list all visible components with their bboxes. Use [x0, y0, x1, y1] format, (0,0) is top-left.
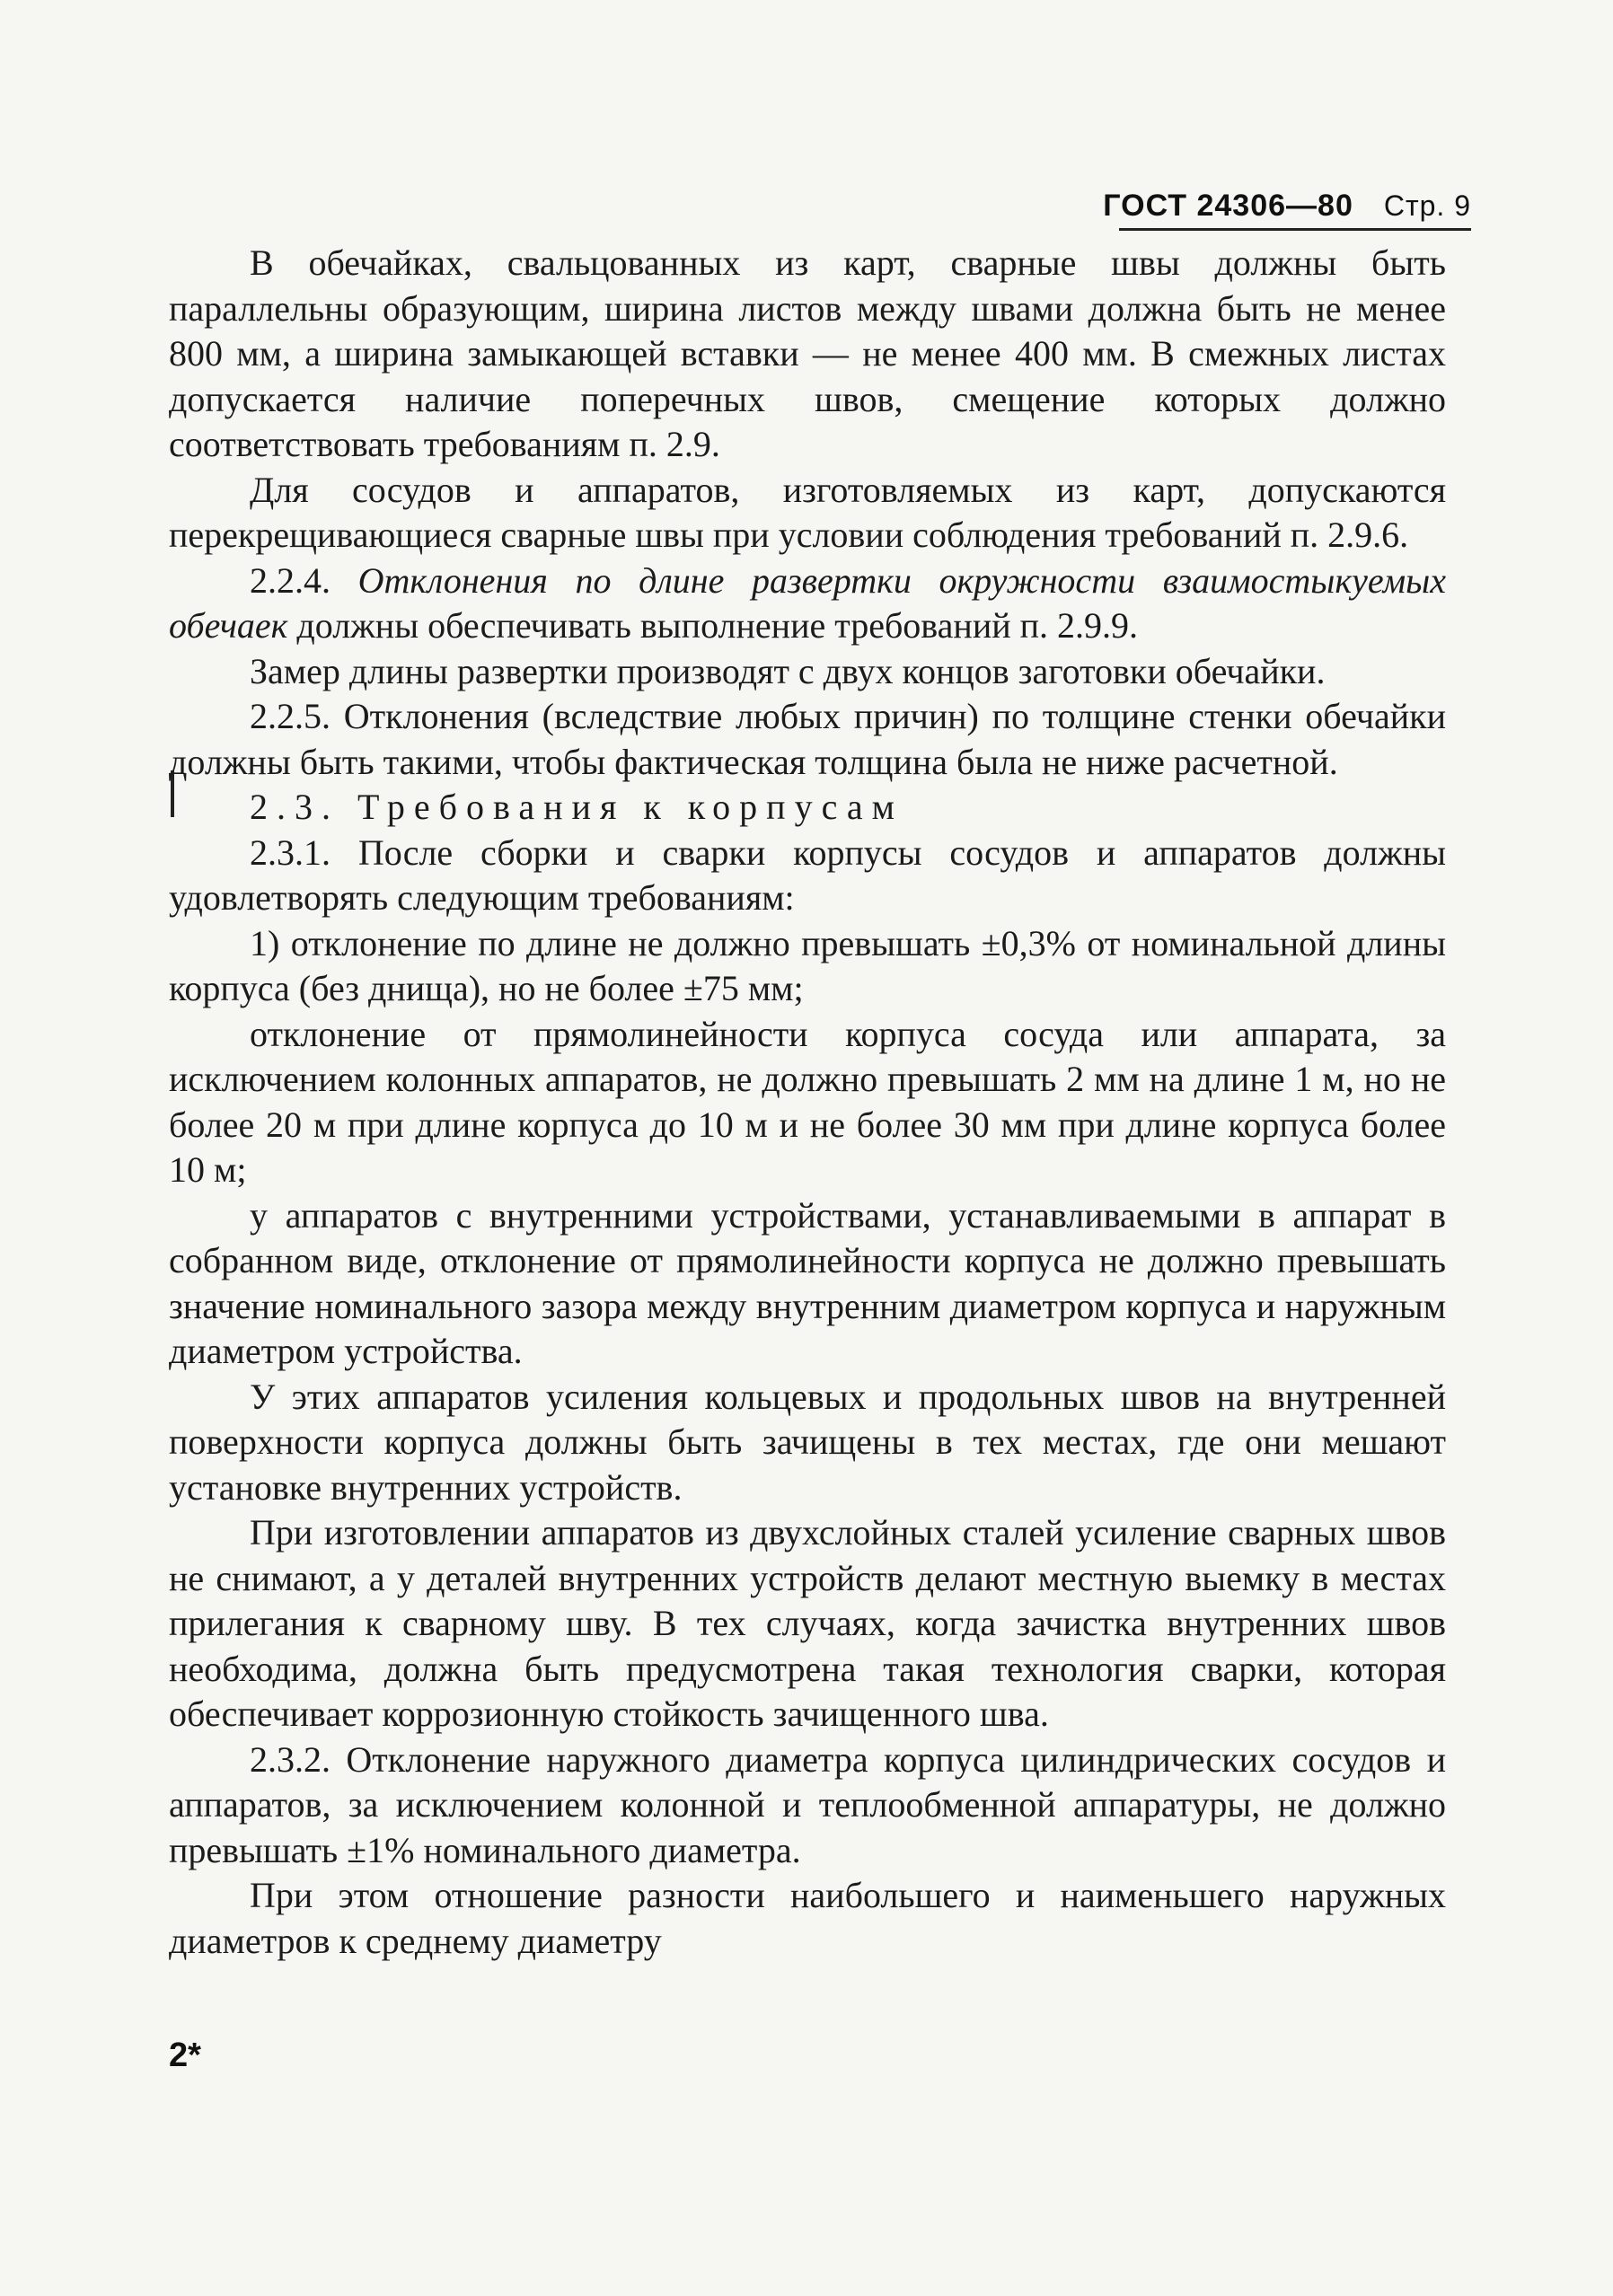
paragraph: У этих аппаратов усиления кольцевых и продольных швов на внутренней поверхности корпуса должны быть зачищены в тех местах, где они мешают установке внутренних устройств. [169, 1376, 1446, 1508]
paragraph: При изготовлении аппаратов из двухслойных сталей усиление сварных швов не снимают, а у деталей внутренних устройств делают местную выемку в местах прилегания к сварному шву. В тех случаях, когда зачистка внутренних швов необходима, должна быть предусмотрена такая технология сварки, которая обеспечивает коррозионную стойкость зачищенного шва. [169, 1512, 1446, 1734]
signature-mark: 2* [169, 2036, 201, 2074]
clause-title: Отклонения по длине развертки окружности взаимостыкуемых обечаек [169, 559, 1446, 646]
paragraph: При этом отношение разности наибольшего и наименьшего наружных диаметров к среднему диаметру [169, 1875, 1446, 1961]
paragraph: Замер длины развертки производят с двух концов заготовки обечайки. [250, 650, 1326, 691]
paragraph: отклонение от прямолинейности корпуса сосуда или аппарата, за исключением колонных аппаратов, не должно превышать 2 мм на длине 1 м, но не более 20 м при длине корпуса до 10 м и не более 30 мм при длине корпуса более 10 м; [169, 1013, 1446, 1190]
paragraph: 2.3.2. Отклонение наружного диаметра корпуса цилиндрических сосудов и аппаратов, за исключением колонной и теплообменной аппаратуры, не должно превышать ±1% номинального диаметра. [169, 1738, 1446, 1870]
paragraph: В обечайках, свальцованных из карт, сварные швы должны быть параллельны образующим, ширина листов между швами должна быть не менее 800 мм, а ширина замыкающей вставки — не менее 400 мм. В смежных листах допускается наличие поперечных швов, смещение которых должно соответствовать требованиям п. 2.9. [169, 242, 1446, 464]
section-heading: 2.3. Требования к корпусам [250, 787, 903, 827]
paragraph: Для сосудов и аппаратов, изготовляемых из карт, допускаются перекрещивающиеся сварные швы при условии соблюдения требований п. 2.9.6. [169, 469, 1446, 555]
document-body [169, 241, 1446, 1964]
clause-text: должны обеспечивать выполнение требований п. 2.9.9. [296, 605, 1139, 646]
paragraph: 2.3.1. После сборки и сварки корпусы сосудов и аппаратов должны удовлетворять следующим требованиям: [169, 831, 1446, 918]
page-number: Стр. 9 [1383, 189, 1471, 222]
page-header [1103, 189, 1471, 224]
paragraph: у аппаратов с внутренними устройствами, устанавливаемыми в аппарат в собранном виде, отклонение от прямолинейности корпуса не должно превышать значение номинального зазора между внутренним диаметром корпуса и наружным диаметром устройства. [169, 1194, 1446, 1371]
clause-number: 2.2.4. [250, 559, 331, 601]
standard-number: ГОСТ 24306—80 [1103, 189, 1353, 223]
paragraph: 2.2.5. Отклонения (вследствие любых причин) по толщине стенки обечайки должны быть такими, чтобы фактическая толщина была не ниже расчетной. [169, 696, 1446, 782]
header-rule [1119, 228, 1471, 231]
paragraph: 1) отклонение по длине не должно превышать ±0,3% от номинальной длины корпуса (без днища), но не более ±75 мм; [169, 922, 1446, 1008]
paragraph-2-2-4 [169, 559, 1446, 649]
